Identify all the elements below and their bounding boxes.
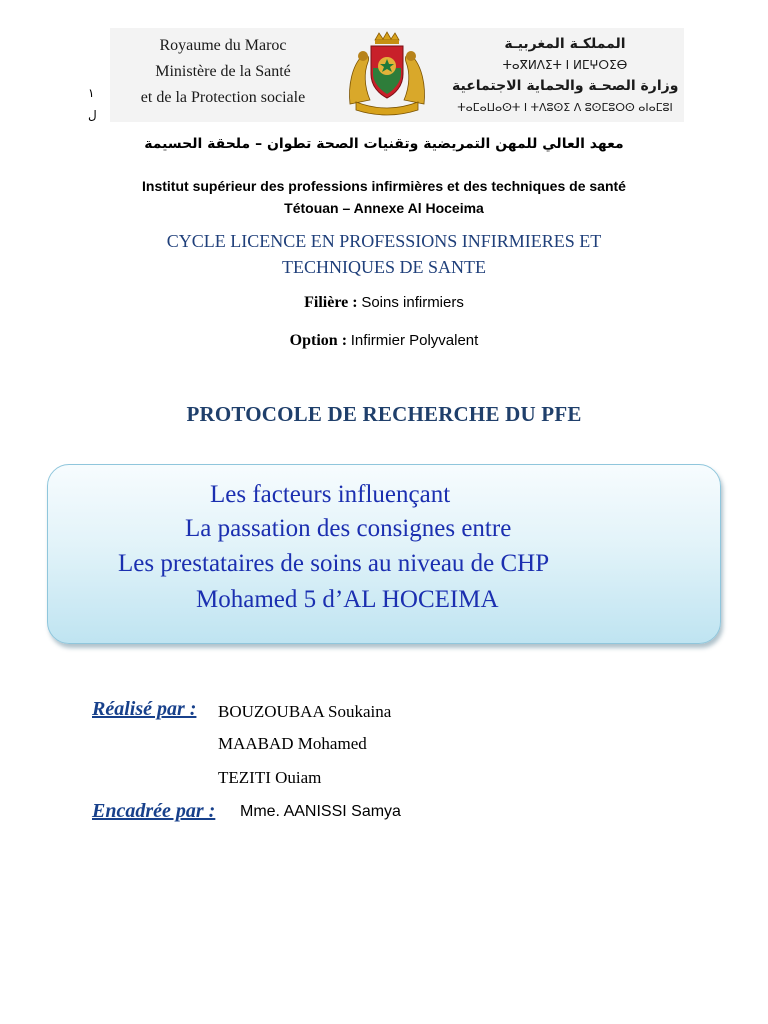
ministry-name-fr: [118, 33, 328, 111]
thesis-title-line: Les prestataires de soins au niveau de CHP: [118, 550, 550, 577]
filiere-field: [0, 294, 768, 312]
option-value: Infirmier Polyvalent: [350, 332, 479, 349]
institute-name-fr: [40, 175, 728, 219]
protocol-title: PROTOCOLE DE RECHERCHE DU PFE: [186, 402, 582, 426]
margin-mark: ل: [88, 108, 97, 122]
author-name: MAABAD Mohamed: [218, 734, 367, 753]
ministry-line: المملكـة المغربيـة: [504, 36, 626, 52]
supervisor-label: Encadrée par :: [92, 800, 216, 822]
margin-mark: ١: [88, 86, 95, 100]
filiere-value: Soins infirmiers: [361, 294, 464, 311]
authors-label: Réalisé par :: [92, 698, 197, 720]
ministry-line: ⵜⴰⴳⵍⴷⵉⵜ ⵏ ⵍⵎⵖⵔⵉⴱ: [502, 58, 628, 72]
option-label: Option :: [289, 332, 348, 349]
filiere-label: Filière :: [304, 294, 358, 311]
ministry-line: Ministère de la Santé: [155, 63, 291, 80]
thesis-title-line: La passation des consignes entre: [185, 515, 512, 542]
ministry-line: ⵜⴰⵎⴰⵡⴰⵙⵜ ⵏ ⵜⴷⵓⵙⵉ ⴷ ⵓⵙⵎⵓⵔⵙ ⴰⵏⴰⵎⵓⵏ: [457, 101, 673, 114]
cycle-line: CYCLE LICENCE EN PROFESSIONS INFIRMIERES ET: [166, 231, 602, 251]
thesis-title-line: Mohamed 5 d’AL HOCEIMA: [196, 586, 499, 613]
option-field: [0, 332, 768, 350]
cycle-title: [80, 228, 688, 280]
moroccan-emblem-icon: [344, 30, 430, 116]
author-name: BOUZOUBAA Soukaina: [218, 702, 392, 721]
supervisor-name: Mme. AANISSI Samya: [240, 803, 401, 820]
ministry-name-ar: [452, 34, 678, 118]
ministry-line: وزارة الصحـة والحماية الاجتماعية: [452, 78, 679, 94]
institute-line: Tétouan – Annexe Al Hoceima: [284, 200, 484, 216]
ministry-line: et de la Protection sociale: [140, 89, 306, 106]
ministry-line: Royaume du Maroc: [159, 37, 287, 54]
thesis-title-box: [47, 464, 721, 644]
institute-line: Institut supérieur des professions infirmières et des techniques de santé: [142, 178, 626, 194]
thesis-title-line: Les facteurs influençant: [210, 481, 451, 508]
institute-name-ar: معهد العالي للمهن التمريضية وتقنيات الصحة تطوان – ملحقة الحسيمة: [144, 136, 624, 152]
author-name: TEZITI Ouiam: [218, 768, 322, 787]
cycle-line: TECHNIQUES DE SANTE: [282, 257, 486, 277]
